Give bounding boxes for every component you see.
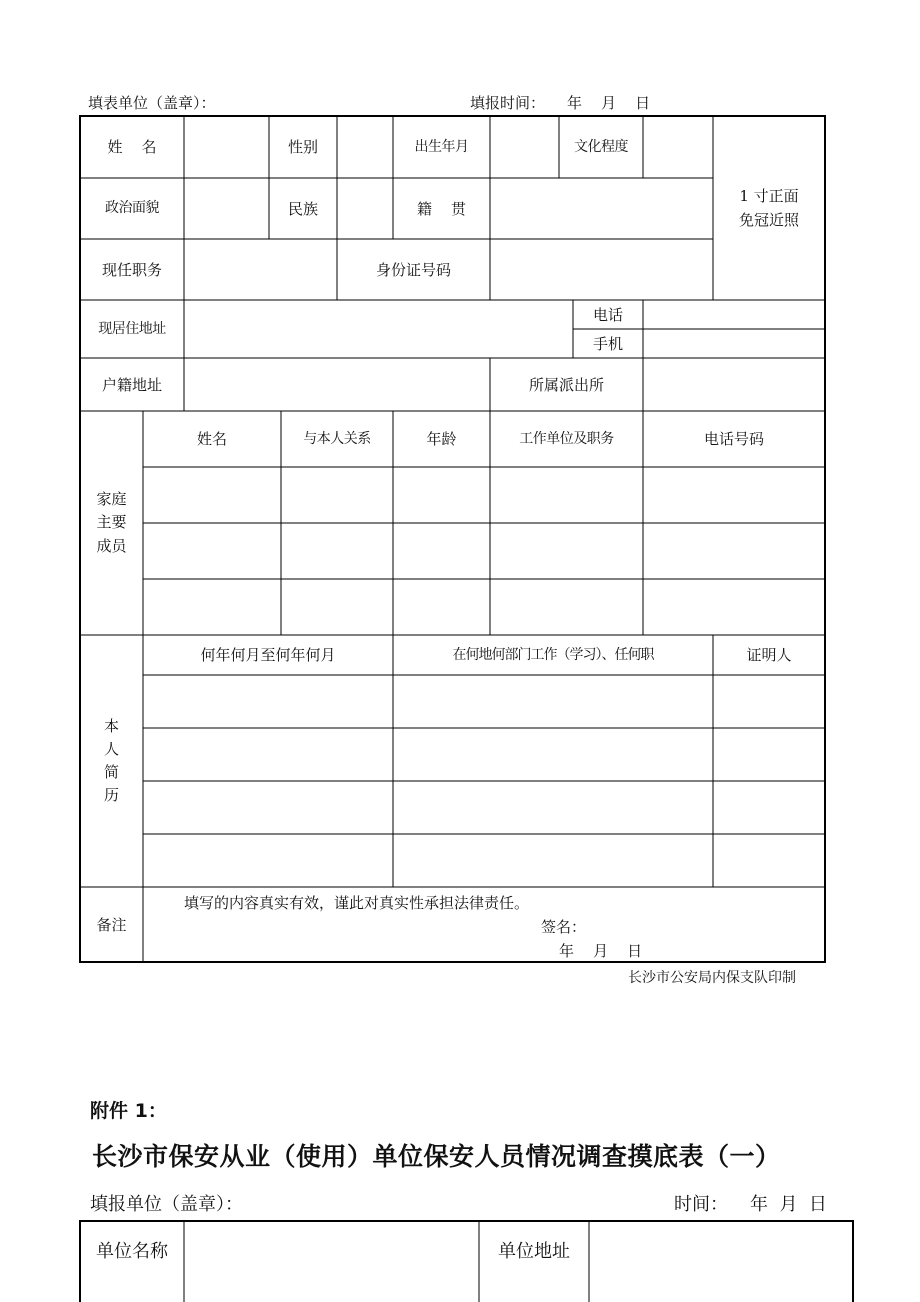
family-label-2: 主要 [96, 513, 127, 532]
form2-title: 长沙市保安从业（使用）单位保安人员情况调查摸底表（一） [92, 1142, 781, 1171]
family-header-relation: 与本人关系 [303, 430, 371, 447]
resume-header-witness: 证明人 [746, 646, 792, 664]
label-politics: 政治面貌 [105, 200, 159, 217]
form2-unit-label: 填报单位（盖章）： [90, 1194, 243, 1215]
photo-area [713, 178, 825, 239]
label-birth: 出生年月 [414, 138, 469, 155]
remarks-date: 年 月 日 [559, 942, 643, 960]
resume-header-work: 在何地何部门工作（学习）、任何职 [452, 646, 654, 663]
form2-time-date: 年 月 日 [750, 1194, 827, 1215]
attachment-label: 附件 1： [90, 1100, 167, 1122]
label-household: 户籍地址 [101, 375, 162, 394]
form2-time-label: 时间： [674, 1194, 728, 1215]
label-address: 现居住地址 [98, 320, 166, 337]
label-unit-name: 单位名称 [96, 1240, 168, 1262]
photo-line-1: 1 寸正面 [739, 187, 799, 206]
resume-label-2: 人 [103, 739, 119, 758]
label-id-number: 身份证号码 [375, 260, 451, 279]
fill-unit-label: 填表单位（盖章）： [88, 94, 216, 112]
label-phone: 电话 [592, 305, 623, 324]
family-header-age: 年龄 [426, 430, 457, 448]
fill-time-date: 年 月 日 [567, 94, 651, 112]
fill-time-label: 填报时间： [470, 94, 546, 112]
resume-header-period: 何年何月至何年何月 [200, 646, 336, 664]
label-unit-address: 单位地址 [498, 1240, 570, 1262]
remarks-text: 填写的内容真实有效，谨此对真实性承担法律责任。 [184, 894, 530, 912]
signature-label: 签名： [541, 918, 587, 936]
photo-line-2: 免冠近照 [738, 210, 799, 229]
family-header-name: 姓名 [196, 430, 227, 448]
label-resume [80, 635, 143, 887]
label-mobile: 手机 [592, 334, 623, 353]
label-name: 姓 名 [107, 138, 157, 156]
resume-label-4: 历 [103, 786, 119, 805]
label-gender: 性别 [287, 138, 318, 156]
family-label-3: 成员 [96, 536, 127, 555]
resume-label-3: 简 [103, 763, 119, 781]
footer-issuer: 长沙市公安局内保支队印制 [628, 970, 796, 986]
family-header-phone: 电话号码 [703, 430, 764, 448]
label-native-place: 籍 贯 [416, 199, 467, 218]
label-family [80, 411, 143, 635]
label-education: 文化程度 [574, 138, 628, 155]
family-header-work: 工作单位及职务 [519, 430, 614, 447]
resume-label-1: 本 [103, 716, 119, 735]
family-label-1: 家庭 [96, 490, 127, 509]
label-remarks: 备注 [96, 915, 127, 934]
label-police-station: 所属派出所 [528, 375, 604, 394]
label-ethnicity: 民族 [287, 199, 318, 218]
label-position: 现任职务 [101, 260, 162, 279]
